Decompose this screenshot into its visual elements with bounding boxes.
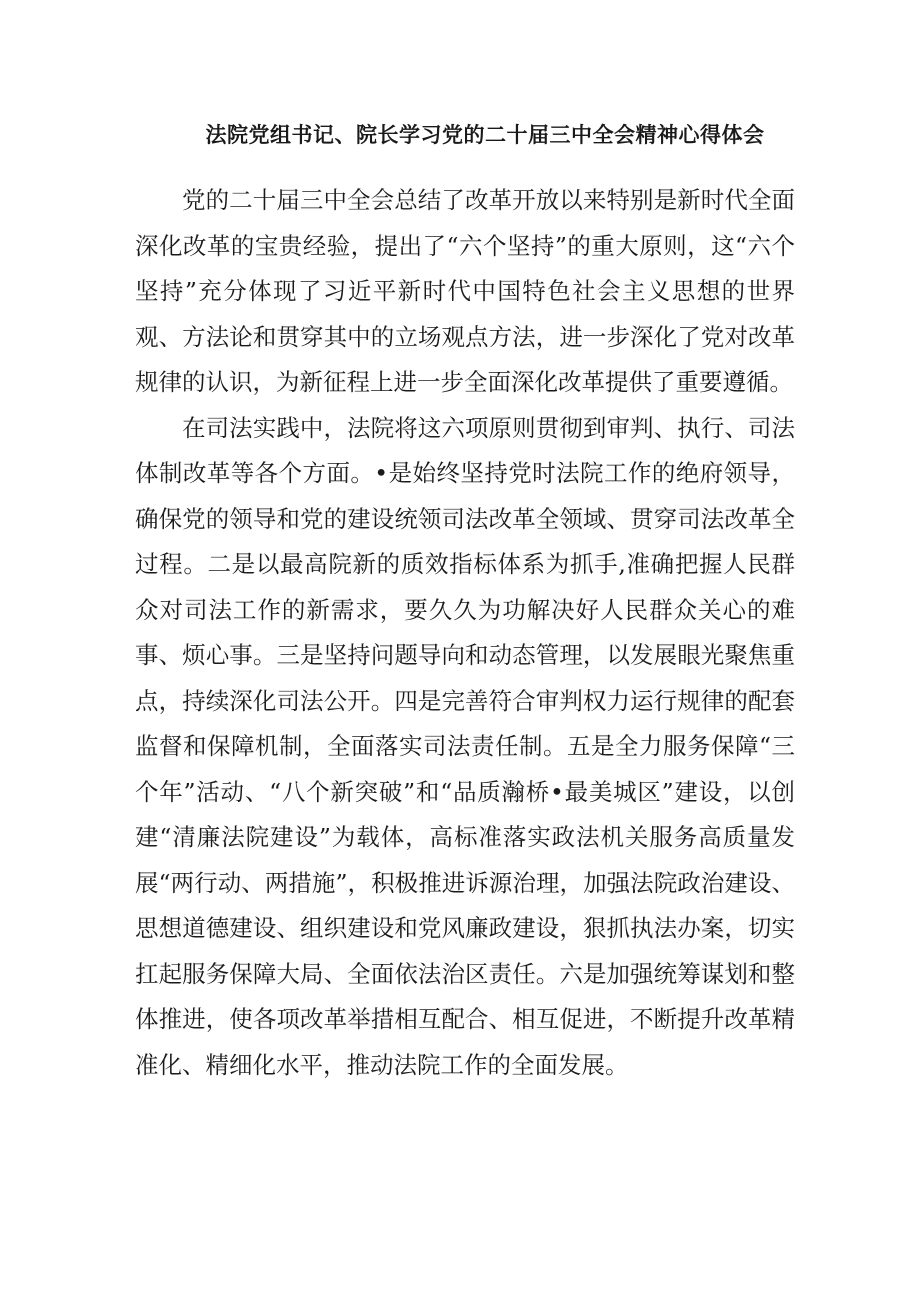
paragraph-intro: 党的二十届三中全会总结了改革开放以来特别是新时代全面深化改革的宝贵经验，提出了“六个坚持”的重大原则，这“六个坚持”充分体现了习近平新时代中国特色社会主义思想的世界观、方法论和贯穿其中的立场观点方法，进一步深化了党对改革规律的认识，为新征程上进一步全面深化改革提供了重要遵循。	[135, 186, 795, 396]
paragraph-practice: 在司法实践中，法院将这六项原则贯彻到审判、执行、司法体制改革等各个方面。•是始终坚持党时法院工作的绝府领导，确保党的领导和党的建设统领司法改革全领域、贯穿司法改革全过程。二是以最高院新的质效指标体系为抓手,准确把握人民群众对司法工作的新需求，要久久为功解决好人民群众关心的难事、烦心事。三是坚持问题导向和动态管理，以发展眼光聚焦重点，持续深化司法公开。四是完善符合审判权力运行规律的配套监督和保障机制，全面落实司法责任制。五是全力服务保障“三个年”活动、“八个新突破”和“品质瀚桥•最美城区”建设，以创建“清廉法院建设”为载体，高标准落实政法机关服务高质量发展“两行动、两措施”，积极推进诉源治理，加强法院政治建设、思想道德建设、组织建设和党风廉政建设，狠抓执法办案，切实扛起服务保障大局、全面依法治区责任。六是加强统筹谋划和整体推进，使各项改革举措相互配合、相互促进，不断提升改革精准化、精细化水平，推动法院工作的全面发展。	[135, 413, 795, 1079]
document-body	[135, 178, 795, 1088]
document-title: 法院党组书记、院长学习党的二十届三中全会精神心得体会	[205, 123, 765, 147]
